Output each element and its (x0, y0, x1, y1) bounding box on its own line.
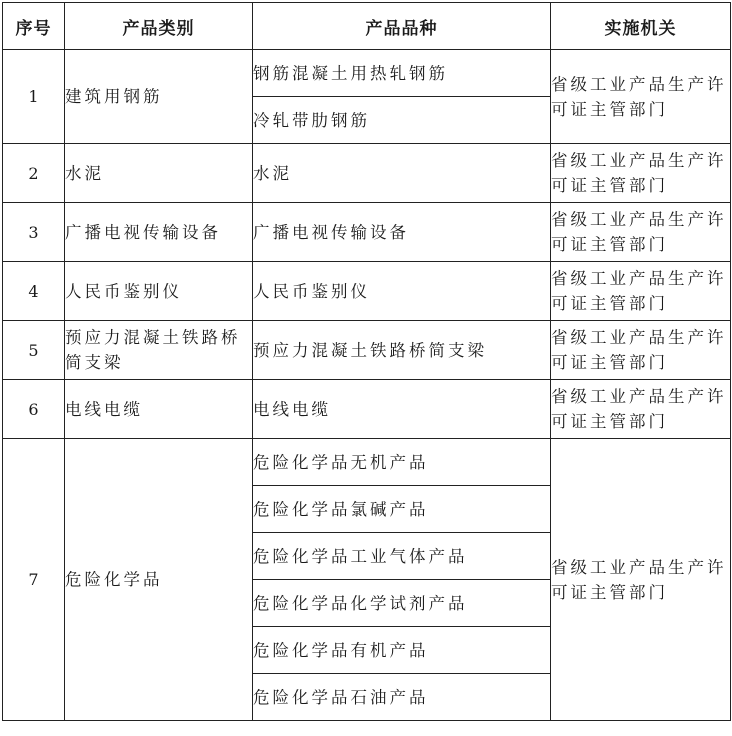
implementing-authority: 省级工业产品生产许可证主管部门 (551, 50, 731, 144)
table-row (3, 262, 731, 321)
header-row (3, 3, 731, 50)
product-variety: 危险化学品无机产品 (253, 439, 551, 486)
implementing-authority: 省级工业产品生产许可证主管部门 (551, 262, 731, 321)
product-variety: 钢筋混凝土用热轧钢筋 (253, 50, 551, 97)
table-row (3, 203, 731, 262)
header-implementing-authority: 实施机关 (551, 3, 731, 50)
product-license-table (2, 2, 731, 721)
product-category: 广播电视传输设备 (65, 203, 253, 262)
row-number: 1 (3, 50, 65, 144)
row-number: 3 (3, 203, 65, 262)
row-number: 4 (3, 262, 65, 321)
product-variety: 人民币鉴别仪 (253, 262, 551, 321)
product-category: 建筑用钢筋 (65, 50, 253, 144)
implementing-authority: 省级工业产品生产许可证主管部门 (551, 439, 731, 721)
product-variety: 危险化学品石油产品 (253, 674, 551, 721)
product-variety: 冷轧带肋钢筋 (253, 97, 551, 144)
table-row (3, 321, 731, 380)
product-variety: 危险化学品化学试剂产品 (253, 580, 551, 627)
row-number: 6 (3, 380, 65, 439)
header-product-category: 产品类别 (65, 3, 253, 50)
header-product-variety: 产品品种 (253, 3, 551, 50)
product-category: 水泥 (65, 144, 253, 203)
product-variety: 危险化学品有机产品 (253, 627, 551, 674)
implementing-authority: 省级工业产品生产许可证主管部门 (551, 144, 731, 203)
product-category: 电线电缆 (65, 380, 253, 439)
product-category: 人民币鉴别仪 (65, 262, 253, 321)
header-number: 序号 (3, 3, 65, 50)
product-category: 预应力混凝土铁路桥简支梁 (65, 321, 253, 380)
product-variety: 水泥 (253, 144, 551, 203)
product-variety: 预应力混凝土铁路桥简支梁 (253, 321, 551, 380)
implementing-authority: 省级工业产品生产许可证主管部门 (551, 321, 731, 380)
implementing-authority: 省级工业产品生产许可证主管部门 (551, 380, 731, 439)
table-row (3, 144, 731, 203)
product-category: 危险化学品 (65, 439, 253, 721)
product-variety: 电线电缆 (253, 380, 551, 439)
table-row (3, 439, 731, 486)
product-variety: 危险化学品氯碱产品 (253, 486, 551, 533)
table-row (3, 380, 731, 439)
product-variety: 广播电视传输设备 (253, 203, 551, 262)
row-number: 5 (3, 321, 65, 380)
implementing-authority: 省级工业产品生产许可证主管部门 (551, 203, 731, 262)
row-number: 7 (3, 439, 65, 721)
product-variety: 危险化学品工业气体产品 (253, 533, 551, 580)
table-row (3, 50, 731, 97)
row-number: 2 (3, 144, 65, 203)
